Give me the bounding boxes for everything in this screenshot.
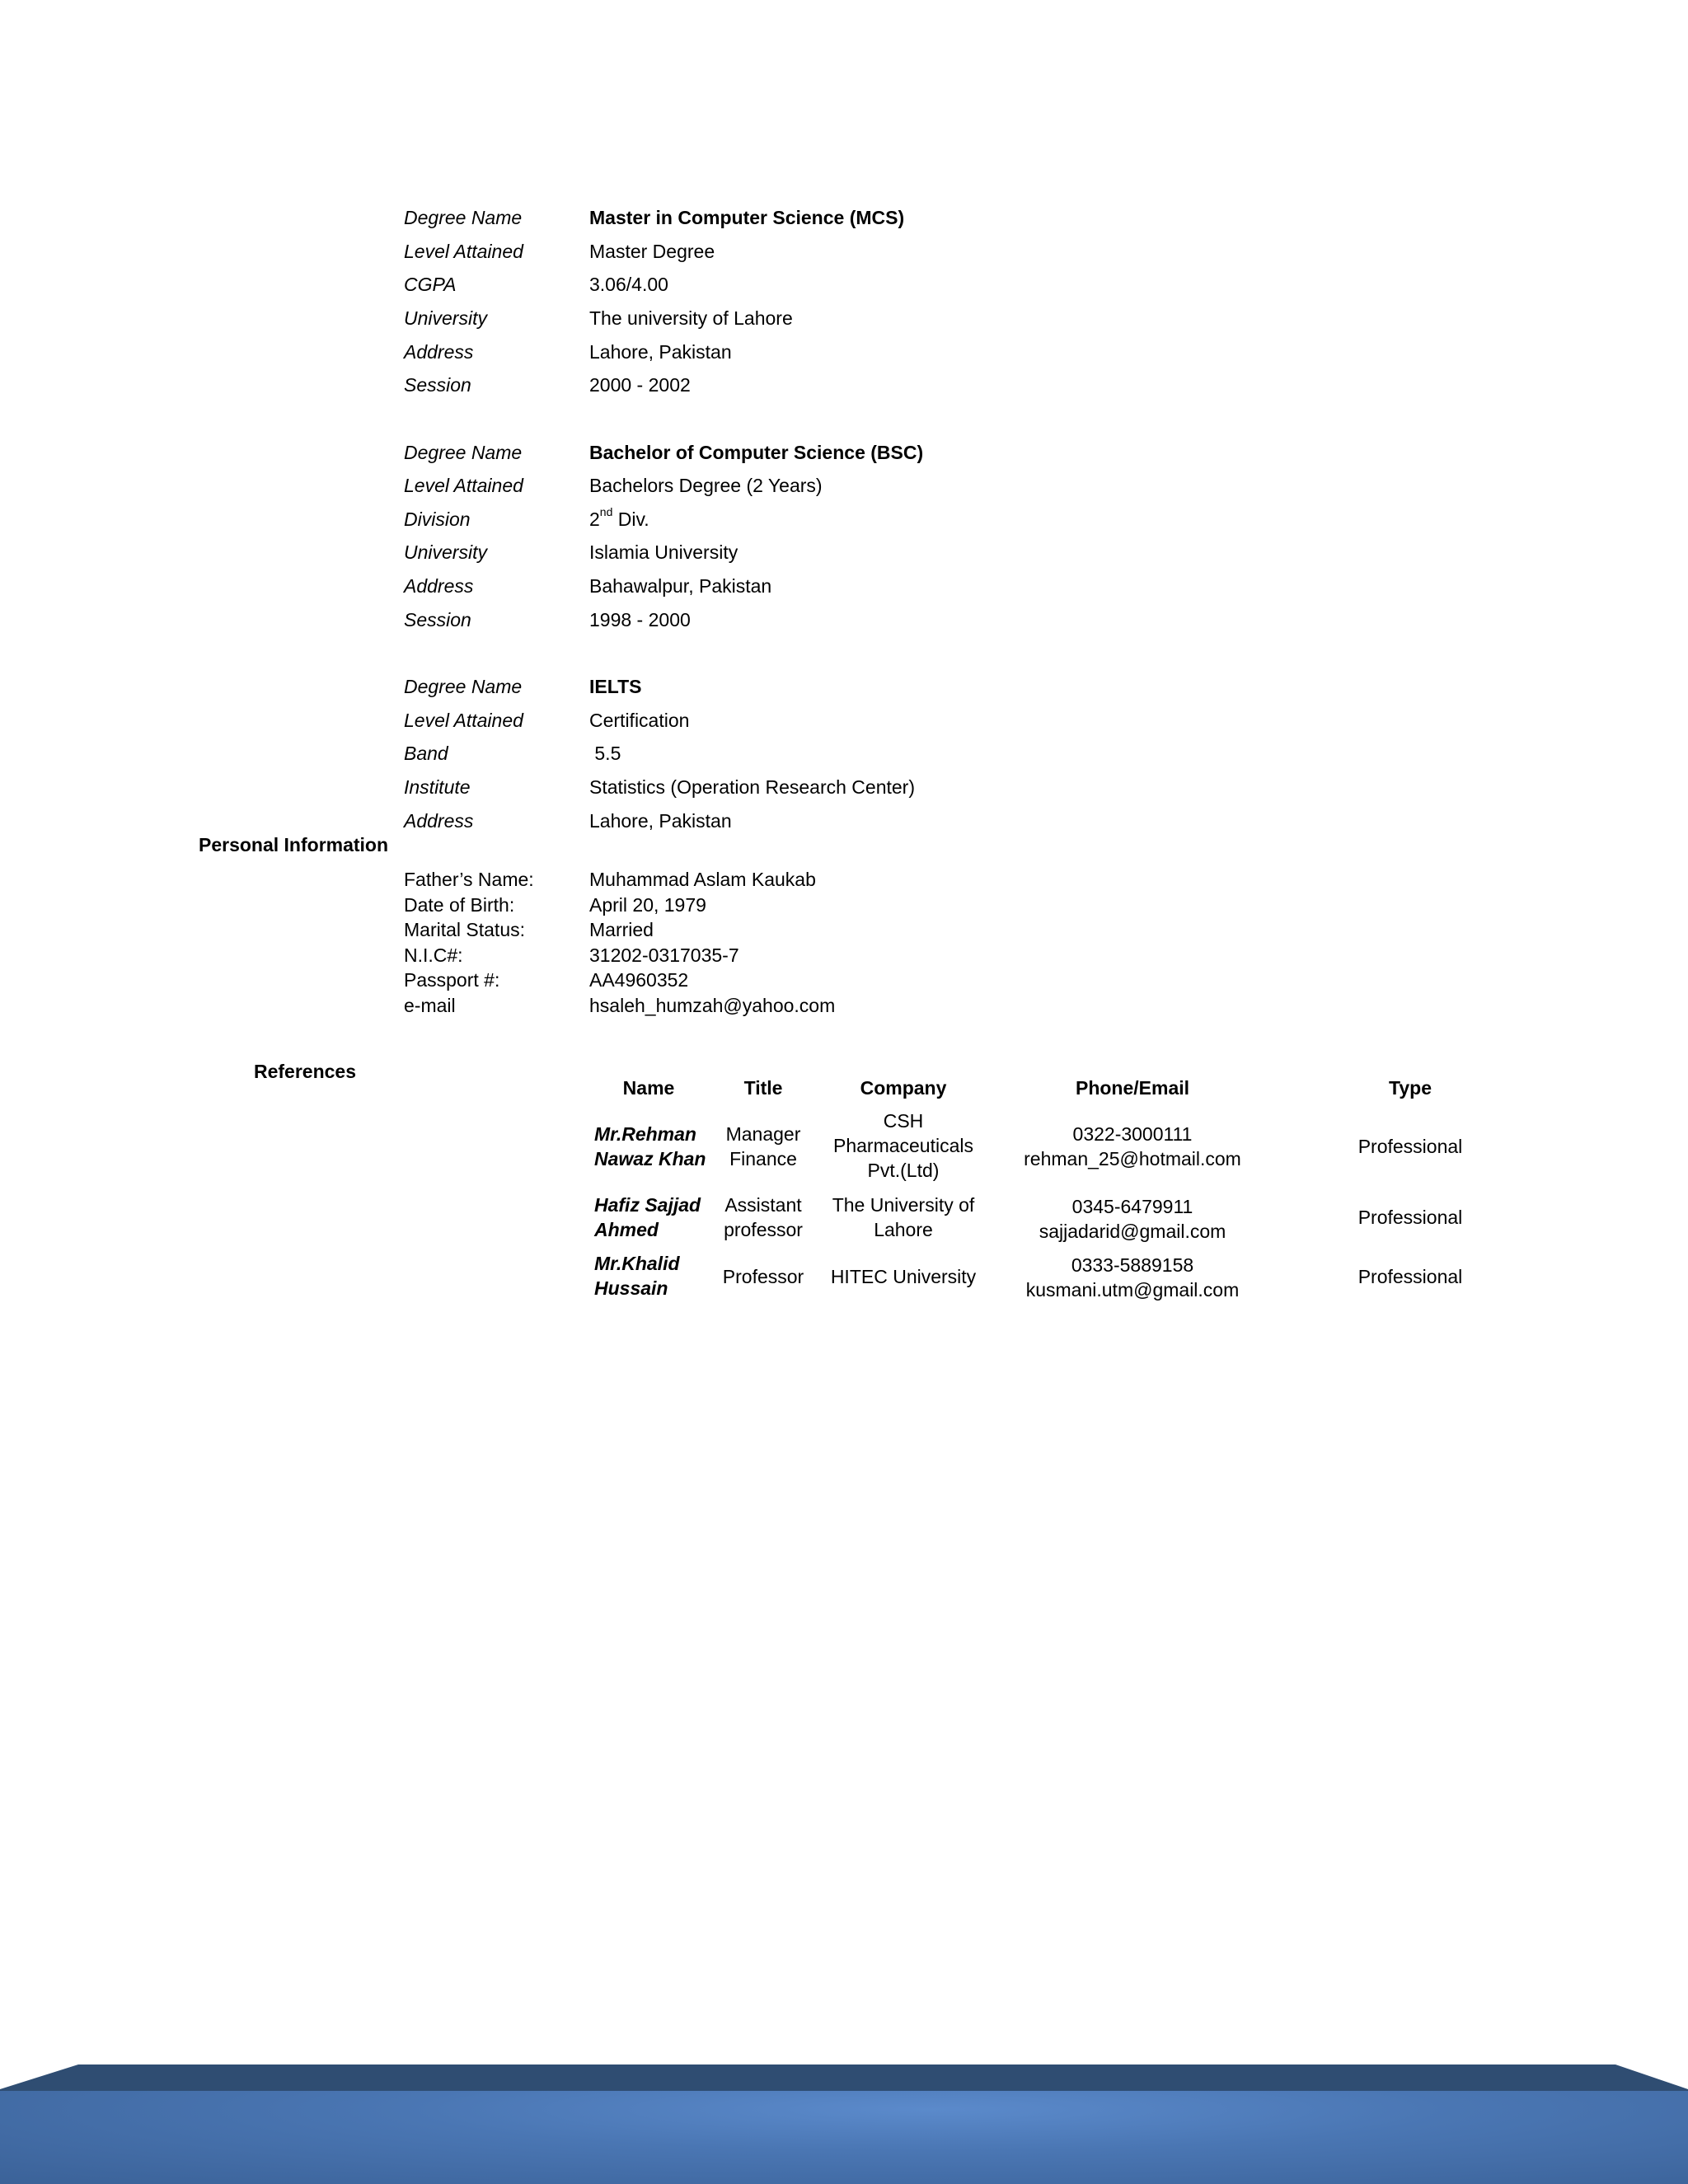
- division-value: 2nd Div.: [589, 505, 649, 530]
- personal-info-heading: Personal Information: [199, 834, 389, 855]
- ref-contact: 0322-3000111 rehman_25@hotmail.com: [1024, 1123, 1241, 1169]
- ref-contact: 0333-5889158 kusmani.utm@gmail.com: [1025, 1254, 1240, 1301]
- ref-email[interactable]: kusmani.utm@gmail.com: [1025, 1279, 1240, 1301]
- ref-name: Hafiz Sajjad Ahmed: [594, 1194, 701, 1240]
- ref-header-name: Name: [622, 1077, 675, 1099]
- ref-contact: 0345-6479911 sajjadarid@gmail.com: [1039, 1196, 1226, 1242]
- ref-title: Assistant professor: [724, 1194, 803, 1240]
- ref-title: Professor: [722, 1266, 804, 1287]
- footer-band: [0, 2091, 1688, 2184]
- ref-company: The University of Lahore: [832, 1194, 975, 1240]
- ref-type: Professional: [1357, 1266, 1463, 1287]
- ref-type: Professional: [1357, 1207, 1463, 1228]
- references-heading: References: [254, 1061, 357, 1082]
- personal-email[interactable]: hsaleh_humzah@yahoo.com: [589, 995, 836, 1016]
- ref-name: Mr.Rehman Nawaz Khan: [594, 1123, 706, 1169]
- ref-company: HITEC University: [830, 1266, 977, 1287]
- ref-title: Manager Finance: [725, 1123, 801, 1169]
- footer-bevel: [0, 2064, 1688, 2093]
- ref-email[interactable]: rehman_25@hotmail.com: [1024, 1148, 1241, 1169]
- ref-header-title: Title: [743, 1077, 783, 1099]
- ref-header-type: Type: [1389, 1077, 1432, 1099]
- ref-name: Mr.Khalid Hussain: [594, 1253, 680, 1299]
- ref-company: CSH Pharmaceuticals Pvt.(Ltd): [832, 1110, 974, 1181]
- ref-header-contact: Phone/Email: [1075, 1077, 1190, 1099]
- ref-header-company: Company: [860, 1077, 947, 1099]
- ref-type: Professional: [1357, 1136, 1463, 1157]
- ref-email[interactable]: sajjadarid@gmail.com: [1039, 1221, 1226, 1242]
